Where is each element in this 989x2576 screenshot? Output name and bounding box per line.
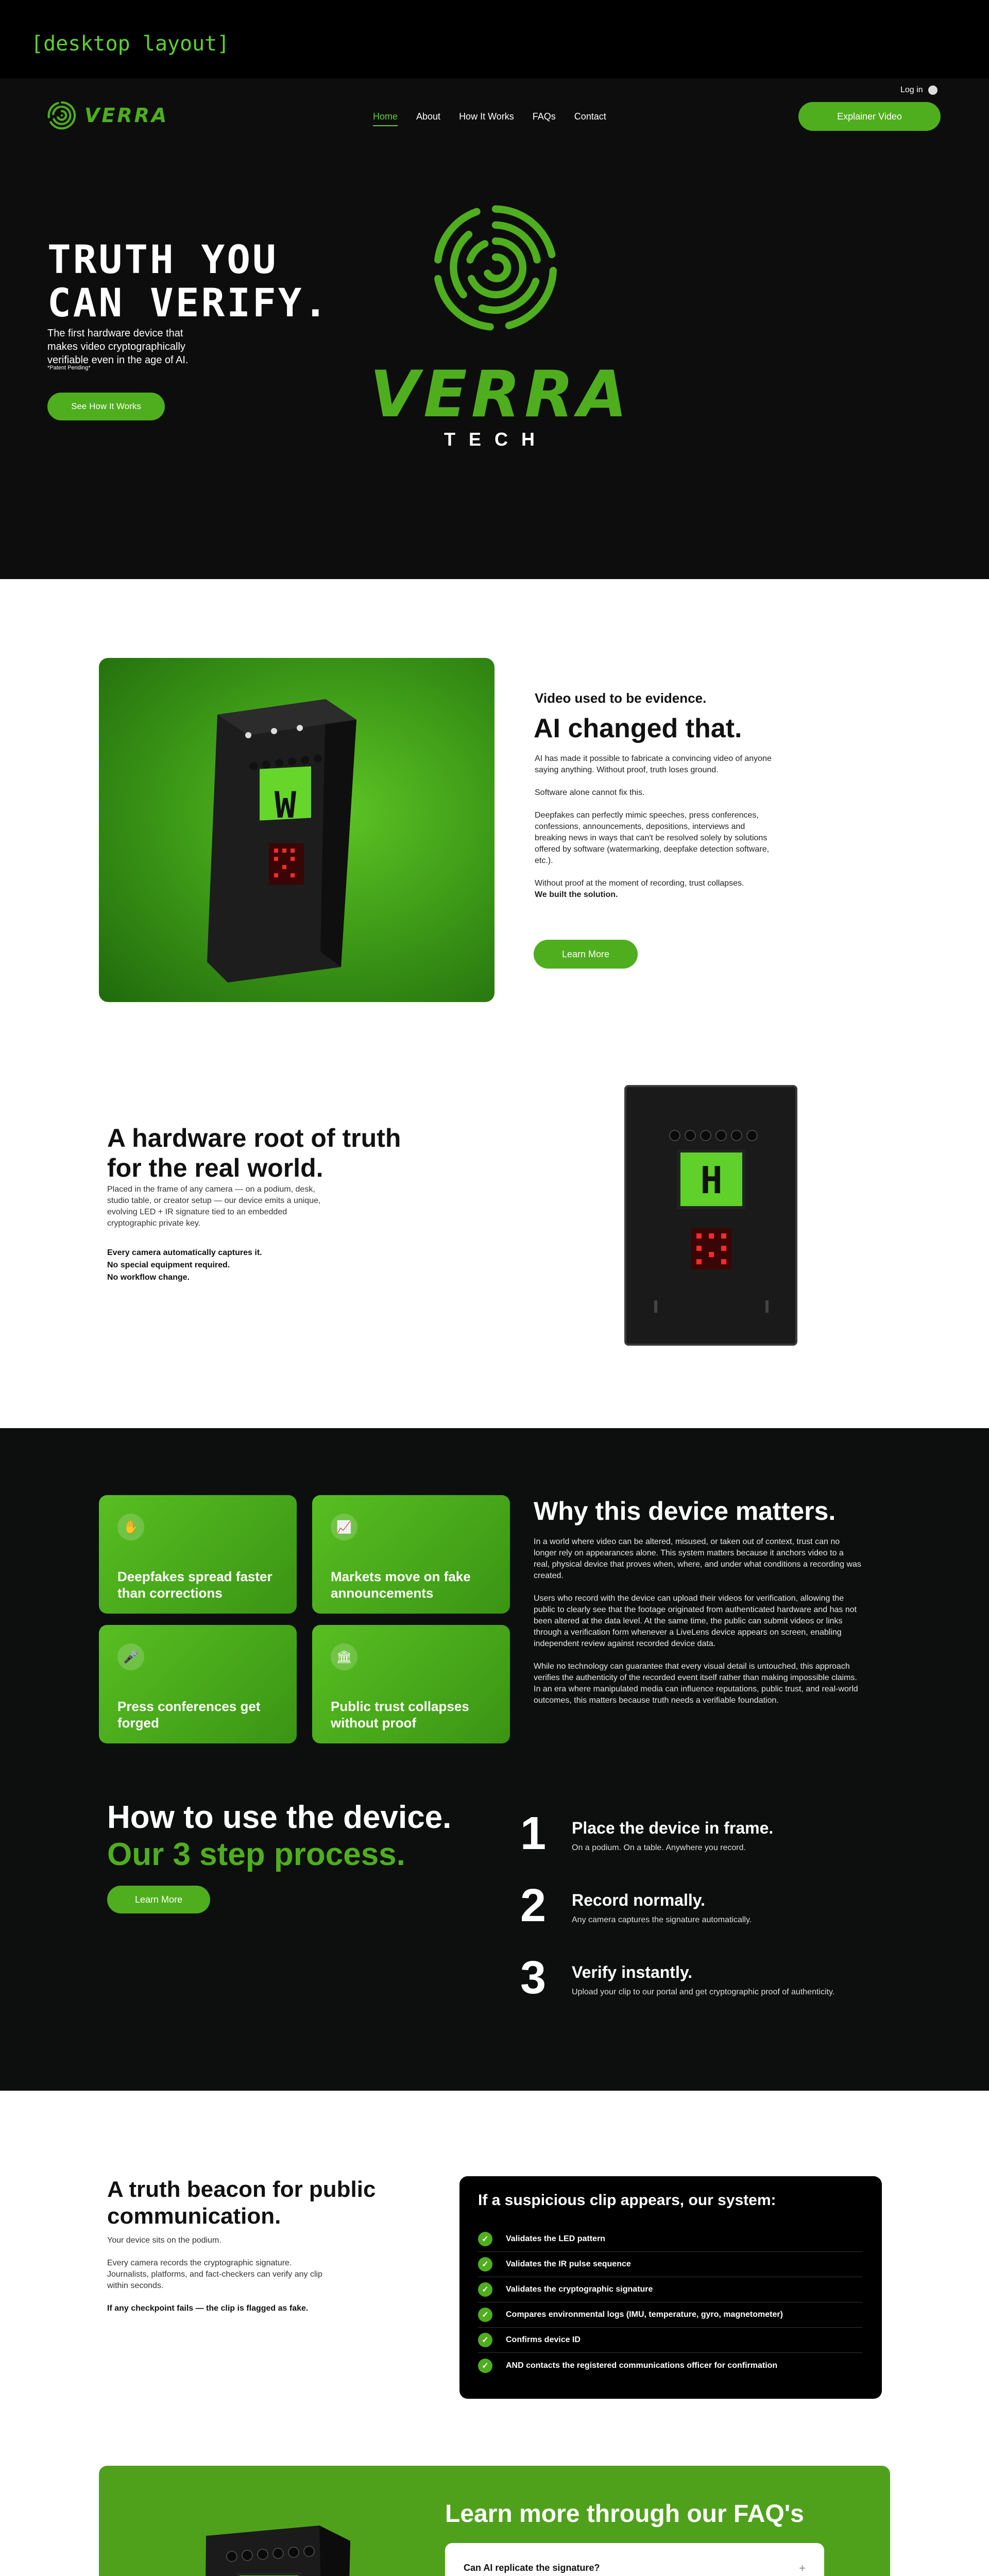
checklist [478, 2227, 862, 2378]
learn-more-button[interactable]: Learn More [534, 940, 638, 969]
fingerprint-icon: ✋ [117, 1514, 144, 1540]
header-logo[interactable] [46, 100, 168, 131]
main-nav [373, 111, 606, 126]
checklist-item [478, 2302, 862, 2328]
feature-card [99, 1625, 297, 1743]
checklist-item [478, 2277, 862, 2302]
hero-section [0, 78, 989, 579]
checklist-text: Validates the cryptographic signature [506, 2285, 653, 2294]
checklist-text: Validates the IR pulse sequence [506, 2260, 631, 2268]
device-front-image [623, 1084, 798, 1347]
nav-contact[interactable]: Contact [574, 111, 606, 122]
problem-paragraph: AI has made it possible to fabricate a convincing video of anyone saying anything. Without proof, truth loses ground. [535, 754, 772, 774]
how-learn-more-button[interactable]: Learn More [107, 1886, 210, 1913]
fingerprint-hero-icon [429, 201, 562, 335]
fingerprint-logo-icon [46, 100, 77, 131]
device-angle-image [196, 2520, 366, 2576]
chart-icon: 📈 [331, 1514, 357, 1540]
checklist-text: AND contacts the registered communications officer for confirmation [506, 2361, 778, 2370]
problem-eyebrow: Video used to be evidence. [535, 690, 707, 706]
step-title: Record normally. [572, 1891, 706, 1909]
device-photo-card [99, 658, 494, 1002]
check-icon: ✓ [478, 2359, 492, 2373]
problem-paragraph [535, 878, 777, 901]
login-link[interactable] [900, 86, 937, 95]
why-paragraph: In a world where video can be altered, misused, or taken out of context, trust can no longer rely on appearances alone. This system matters because it anchors video to a real, physical device that proves when, where, and under what conditions a recording was created. [534, 1537, 861, 1580]
step-number: 3 [520, 1952, 547, 2004]
hero-title-line1: TRUTH YOU [47, 236, 278, 282]
check-icon: ✓ [478, 2232, 492, 2246]
device-screen-letter: H [700, 1159, 723, 1202]
root-bullet: Every camera automatically captures it. [107, 1248, 262, 1257]
problem-body [535, 753, 777, 901]
step-number: 2 [520, 1880, 547, 1931]
how-title-white: How to use the device. [107, 1800, 452, 1835]
step-desc: On a podium. On a table. Anywhere you record. [572, 1843, 746, 1852]
login-label: Log in [900, 86, 923, 94]
check-icon: ✓ [478, 2333, 492, 2347]
checklist-text: Confirms device ID [506, 2335, 581, 2344]
svg-text:W: W [274, 784, 297, 826]
device-image [99, 658, 494, 1002]
feature-card [99, 1495, 297, 1614]
checklist-text: Validates the LED pattern [506, 2234, 605, 2243]
how-title-green: Our 3 step process. [107, 1837, 405, 1872]
patent-note: *Patent Pending* [47, 365, 91, 371]
hero-title [47, 238, 329, 325]
faq-section [99, 2466, 890, 2576]
step-title: Verify instantly. [572, 1963, 693, 1981]
why-body [534, 1536, 861, 1718]
feature-card-text: Deepfakes spread faster than corrections [117, 1569, 272, 1601]
check-icon: ✓ [478, 2282, 492, 2297]
problem-paragraph: Deepfakes can perfectly mimic speeches, press conferences, confessions, announcements, depositions, interviews and breaking news in ways that can't be resolved solely by solutions offered by software (watermarking, deepfake detection software, etc.). [535, 811, 770, 865]
step-number: 1 [520, 1808, 547, 1859]
checklist-item [478, 2252, 862, 2277]
checklist-item [478, 2353, 862, 2378]
beacon-body [107, 2235, 329, 2326]
feature-card-text: Press conferences get forged [117, 1699, 261, 1731]
beacon-title: A truth beacon for public communication. [107, 2177, 376, 2229]
step-desc: Upload your clip to our portal and get cryptographic proof of authenticity. [572, 1988, 835, 1996]
feature-card [312, 1625, 510, 1743]
check-icon: ✓ [478, 2308, 492, 2322]
check-icon: ✓ [478, 2257, 492, 2272]
building-icon: 🏛 [331, 1643, 357, 1670]
hero-brand-wordmark: VERRA [370, 358, 632, 432]
checklist-item [478, 2227, 862, 2252]
nav-faqs[interactable]: FAQs [532, 111, 556, 122]
plus-icon: + [799, 2561, 806, 2574]
problem-title: AI changed that. [534, 714, 742, 743]
feature-card-text: Public trust collapses without proof [331, 1699, 469, 1731]
faq-title: Learn more through our FAQ's [445, 2500, 804, 2528]
checklist-text: Compares environmental logs (IMU, temperature, gyro, magnetometer) [506, 2310, 783, 2319]
microphone-icon: 🎤 [117, 1643, 144, 1670]
why-paragraph: While no technology can guarantee that every visual detail is untouched, this approach verifies the authenticity of the recorded event itself rather than making impossible claims. In an era where manipulated media can influence reputations, public trust, and real-world outcomes, this matters because truth needs a verifiable foundation. [534, 1662, 858, 1705]
beacon-paragraph: Every camera records the cryptographic signature. Journalists, platforms, and fact-checkers can verify any clip within seconds. [107, 2259, 322, 2290]
how-title [107, 1799, 451, 1873]
hero-title-line2: CAN VERIFY. [47, 280, 330, 326]
see-how-it-works-button[interactable]: See How It Works [47, 393, 165, 420]
problem-p4-bold: We built the solution. [535, 890, 618, 899]
user-icon [928, 86, 937, 95]
root-bullet: No workflow change. [107, 1273, 190, 1282]
nav-home[interactable]: Home [373, 111, 398, 126]
nav-about[interactable]: About [416, 111, 441, 122]
why-title: Why this device matters. [534, 1497, 836, 1526]
why-section [0, 1428, 989, 2091]
root-bullet: No special equipment required. [107, 1261, 230, 1269]
hero-brand-sub: TECH [444, 429, 548, 450]
faq-list [445, 2543, 824, 2576]
problem-paragraph: Software alone cannot fix this. [535, 788, 645, 797]
faq-question: Can AI replicate the signature? [464, 2563, 600, 2573]
feature-card-text: Markets move on fake announcements [331, 1569, 471, 1601]
layout-banner [0, 0, 989, 78]
checklist-title: If a suspicious clip appears, our system: [478, 2192, 776, 2209]
step-desc: Any camera captures the signature automatically. [572, 1916, 752, 1924]
faq-item[interactable] [464, 2552, 806, 2576]
step-title: Place the device in frame. [572, 1819, 774, 1837]
why-paragraph: Users who record with the device can upload their videos for verification, allowing the public to clearly see that the footage originated from authenticated hardware and has not been altered at the data level. At the same time, the public can submit videos or links through a verification form whenever a LiveLens device appears on screen, enabling independent review against recorded device data. [534, 1594, 857, 1648]
root-title: A hardware root of truth for the real world. [107, 1124, 401, 1182]
explainer-video-button[interactable]: Explainer Video [798, 102, 941, 131]
hero-text: The first hardware device that makes video cryptographically verifiable even in the age of AI. [47, 328, 189, 366]
root-bullets [107, 1247, 262, 1284]
beacon-paragraph: Your device sits on the podium. [107, 2236, 221, 2245]
root-text: Placed in the frame of any camera — on a podium, desk, studio table, or creator setup — our device emits a unique, evolving LED + IR signature tied to an embedded cryptographic private key. [107, 1185, 321, 1228]
brand-wordmark: VERRA [84, 104, 169, 127]
nav-how-it-works[interactable]: How It Works [459, 111, 514, 122]
feature-card [312, 1495, 510, 1614]
problem-p4: Without proof at the moment of recording, trust collapses. [535, 879, 744, 888]
beacon-paragraph: If any checkpoint fails — the clip is flagged as fake. [107, 2304, 309, 2313]
layout-tag: [desktop layout] [31, 32, 230, 56]
checklist-item [478, 2328, 862, 2353]
verification-checklist-card [459, 2176, 882, 2399]
